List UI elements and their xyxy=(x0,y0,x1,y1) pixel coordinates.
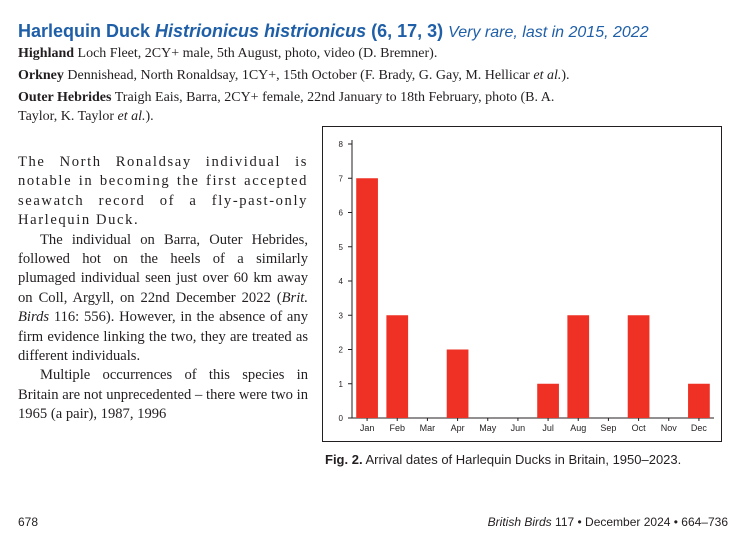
journal-issue: 117 • December 2024 • 664–736 xyxy=(555,515,728,529)
x-tick-label: Mar xyxy=(419,423,436,433)
x-tick-label: Oct xyxy=(631,423,646,433)
x-tick-label: Jul xyxy=(542,423,554,433)
bar-oct xyxy=(628,315,650,418)
species-status: Very rare, last in 2015, 2022 xyxy=(448,24,649,41)
record-text-end: ). xyxy=(145,109,154,124)
figure-caption-text: Arrival dates of Harlequin Ducks in Britain, 1950–2023. xyxy=(365,452,682,467)
y-tick-label: 1 xyxy=(338,379,343,389)
species-scientific-name: Histrionicus histrionicus xyxy=(155,21,367,41)
x-tick-label: Sep xyxy=(600,423,617,433)
record-text: Traigh Eais, Barra, 2CY+ female, 22nd January to 18th February, photo (B. A. xyxy=(114,90,555,105)
record-etal: et al. xyxy=(533,68,562,83)
species-heading xyxy=(18,20,738,44)
body-paragraph-2 xyxy=(18,231,308,367)
record-region: Orkney xyxy=(18,68,64,83)
record-outer-hebrides-cont xyxy=(18,108,154,126)
record-region: Highland xyxy=(18,46,75,61)
species-counts: (6, 17, 3) xyxy=(371,21,444,41)
bar-chart-svg xyxy=(322,126,722,442)
arrival-chart xyxy=(322,126,722,442)
x-tick-label: Dec xyxy=(690,423,707,433)
journal-name: British Birds xyxy=(487,515,552,529)
body-text: 116: 556). However, in the absence of any firm evidence linking the two, they are treated as different individuals. xyxy=(18,309,308,365)
species-common-name: Harlequin Duck xyxy=(18,21,151,41)
x-tick-label: Aug xyxy=(570,423,587,433)
record-outer-hebrides xyxy=(18,89,554,107)
y-tick-label: 4 xyxy=(338,277,343,286)
record-text-end: ). xyxy=(561,68,570,83)
bar-jan xyxy=(356,178,378,418)
record-highland xyxy=(18,45,437,63)
x-tick-label: Jun xyxy=(510,423,526,433)
x-tick-label: Nov xyxy=(660,423,677,433)
record-text: Dennishead, North Ronaldsay, 1CY+, 15th October (F. Brady, G. Gay, M. Hellicar xyxy=(67,68,534,83)
x-tick-label: May xyxy=(479,423,497,433)
body-column xyxy=(18,153,308,425)
page-number: 678 xyxy=(18,515,39,529)
record-etal: et al. xyxy=(117,109,146,124)
bar-jul xyxy=(537,384,559,418)
bar-apr xyxy=(447,350,469,419)
figure-caption xyxy=(325,451,725,468)
body-paragraph-3: Multiple occurrences of this species in Britain are not unprecedented – there were two in 1965 (a pair), 1987, 1996 xyxy=(18,367,308,423)
body-text: The individual on Barra, Outer Hebrides, followed hot on the heels of a similarly plumaged individual seen just over 60 km away on Coll, Argyll, on 22nd December 2022 ( xyxy=(18,231,308,306)
record-region: Outer Hebrides xyxy=(18,90,112,105)
x-tick-label: Apr xyxy=(450,423,465,433)
bar-dec xyxy=(688,384,710,418)
y-tick-label: 8 xyxy=(338,140,343,149)
record-text: Loch Fleet, 2CY+ male, 5th August, photo, video (D. Bremner). xyxy=(77,46,438,61)
body-paragraph-1: The North Ronaldsay individual is notable in becoming the first accepted seawatch record of a fly-past-only Harlequin Duck. xyxy=(18,154,308,229)
journal-footer xyxy=(488,515,728,529)
x-tick-label: Jan xyxy=(359,423,375,433)
x-tick-label: Feb xyxy=(389,423,406,433)
y-tick-label: 6 xyxy=(338,208,343,218)
bar-feb xyxy=(386,315,408,418)
figure-label: Fig. 2. xyxy=(325,452,363,467)
y-tick-label: 5 xyxy=(338,242,343,252)
y-tick-label: 3 xyxy=(338,311,343,321)
record-orkney xyxy=(18,67,570,85)
record-text: Taylor, K. Taylor xyxy=(18,109,118,124)
bar-aug xyxy=(567,315,589,418)
y-tick-label: 7 xyxy=(338,174,343,184)
y-tick-label: 2 xyxy=(338,345,343,355)
y-tick-label: 0 xyxy=(338,414,343,423)
journal-reference: Brit. Birds xyxy=(18,289,308,326)
